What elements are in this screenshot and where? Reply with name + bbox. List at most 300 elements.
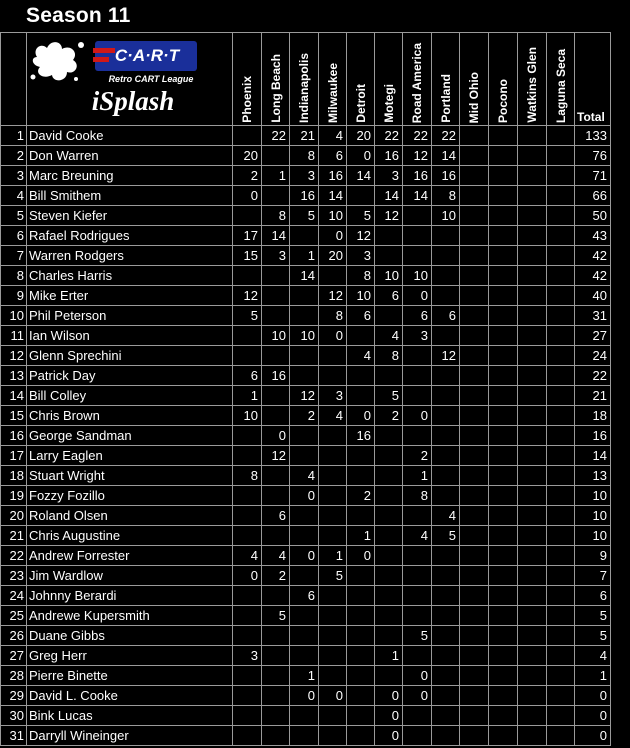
points-cell: 0: [403, 286, 432, 306]
points-cell: [432, 446, 460, 466]
points-cell: [290, 286, 319, 306]
driver-name: Charles Harris: [27, 266, 233, 286]
points-cell: [262, 526, 290, 546]
points-cell: 1: [290, 666, 319, 686]
points-cell: [518, 226, 547, 246]
rank-cell: 10: [1, 306, 27, 326]
points-cell: [518, 266, 547, 286]
points-cell: [290, 606, 319, 626]
points-cell: [375, 526, 403, 546]
race-header: [290, 33, 319, 126]
points-cell: 10: [432, 206, 460, 226]
rank-cell: 27: [1, 646, 27, 666]
total-cell: 5: [575, 606, 611, 626]
isplash-logo: [29, 37, 221, 117]
points-cell: [489, 186, 518, 206]
points-cell: 0: [319, 226, 347, 246]
points-cell: [547, 706, 575, 726]
table-row: [1, 626, 611, 646]
points-cell: 3: [403, 326, 432, 346]
points-cell: [518, 326, 547, 346]
points-cell: 16: [262, 366, 290, 386]
points-cell: 0: [262, 426, 290, 446]
points-cell: 12: [432, 346, 460, 366]
rank-cell: 14: [1, 386, 27, 406]
rank-cell: 31: [1, 726, 27, 746]
points-cell: [518, 466, 547, 486]
points-cell: 12: [233, 286, 262, 306]
driver-name: Bill Smithem: [27, 186, 233, 206]
total-cell: 71: [575, 166, 611, 186]
points-cell: [489, 246, 518, 266]
points-cell: [460, 566, 489, 586]
points-cell: [518, 446, 547, 466]
points-cell: [375, 606, 403, 626]
points-cell: [432, 246, 460, 266]
points-cell: [432, 726, 460, 746]
points-cell: [375, 226, 403, 246]
points-cell: [489, 706, 518, 726]
rank-cell: 17: [1, 446, 27, 466]
points-cell: 6: [290, 586, 319, 606]
points-cell: [403, 206, 432, 226]
points-cell: [347, 446, 375, 466]
race-label: Long Beach: [268, 54, 283, 123]
points-cell: [489, 126, 518, 146]
driver-name: Bink Lucas: [27, 706, 233, 726]
points-cell: [290, 726, 319, 746]
points-cell: 6: [403, 306, 432, 326]
table-row: [1, 146, 611, 166]
points-cell: [547, 446, 575, 466]
points-cell: 1: [347, 526, 375, 546]
points-cell: 10: [375, 266, 403, 286]
points-cell: [403, 386, 432, 406]
driver-name: Stuart Wright: [27, 466, 233, 486]
points-cell: [547, 386, 575, 406]
points-cell: [432, 606, 460, 626]
points-cell: [547, 566, 575, 586]
total-cell: 10: [575, 526, 611, 546]
points-cell: 20: [233, 146, 262, 166]
driver-name: Johnny Berardi: [27, 586, 233, 606]
table-row: [1, 286, 611, 306]
points-cell: [460, 706, 489, 726]
rank-cell: 23: [1, 566, 27, 586]
points-cell: [460, 406, 489, 426]
table-row: [1, 326, 611, 346]
points-cell: [319, 526, 347, 546]
points-cell: [347, 186, 375, 206]
points-cell: [290, 306, 319, 326]
points-cell: [460, 626, 489, 646]
points-cell: [489, 606, 518, 626]
total-cell: 27: [575, 326, 611, 346]
driver-name: Chris Brown: [27, 406, 233, 426]
points-cell: [233, 346, 262, 366]
points-cell: [233, 206, 262, 226]
points-cell: [233, 326, 262, 346]
points-cell: [547, 686, 575, 706]
total-cell: 18: [575, 406, 611, 426]
points-cell: 0: [375, 726, 403, 746]
points-cell: [518, 146, 547, 166]
points-cell: [403, 706, 432, 726]
race-header: [518, 33, 547, 126]
total-cell: 31: [575, 306, 611, 326]
points-cell: [347, 386, 375, 406]
race-label: Motegi: [381, 84, 396, 123]
points-cell: [518, 366, 547, 386]
points-cell: [547, 606, 575, 626]
points-cell: 6: [432, 306, 460, 326]
points-cell: 16: [432, 166, 460, 186]
total-cell: 40: [575, 286, 611, 306]
table-row: [1, 166, 611, 186]
points-cell: [460, 226, 489, 246]
points-cell: [233, 586, 262, 606]
rank-cell: 12: [1, 346, 27, 366]
points-cell: [547, 546, 575, 566]
points-cell: [347, 726, 375, 746]
logo-cell: [27, 33, 233, 126]
points-cell: 6: [375, 286, 403, 306]
points-cell: [262, 666, 290, 686]
points-cell: 12: [262, 446, 290, 466]
race-label: Pocono: [496, 79, 510, 123]
points-cell: [233, 666, 262, 686]
points-cell: 14: [403, 186, 432, 206]
points-cell: [347, 366, 375, 386]
points-cell: [233, 446, 262, 466]
driver-name: Greg Herr: [27, 646, 233, 666]
points-cell: [460, 666, 489, 686]
points-cell: 3: [347, 246, 375, 266]
points-cell: [489, 306, 518, 326]
points-cell: [460, 286, 489, 306]
driver-name: Andrew Forrester: [27, 546, 233, 566]
points-cell: [375, 306, 403, 326]
points-cell: [518, 666, 547, 686]
points-cell: 14: [375, 186, 403, 206]
points-cell: [403, 586, 432, 606]
points-cell: [233, 686, 262, 706]
points-cell: [460, 546, 489, 566]
points-cell: [432, 326, 460, 346]
points-cell: [262, 346, 290, 366]
driver-name: Warren Rodgers: [27, 246, 233, 266]
points-cell: [432, 466, 460, 486]
points-cell: [432, 286, 460, 306]
race-header: [432, 33, 460, 126]
rank-cell: 18: [1, 466, 27, 486]
points-cell: 2: [233, 166, 262, 186]
race-header: [347, 33, 375, 126]
points-cell: 0: [319, 326, 347, 346]
driver-name: Chris Augustine: [27, 526, 233, 546]
table-row: [1, 546, 611, 566]
points-cell: [547, 326, 575, 346]
points-cell: [460, 346, 489, 366]
points-cell: 8: [347, 266, 375, 286]
total-cell: 14: [575, 446, 611, 466]
points-cell: 8: [290, 146, 319, 166]
race-label: Mid Ohio: [467, 71, 481, 123]
points-cell: [375, 506, 403, 526]
race-label: Portland: [438, 74, 453, 123]
race-label: Road America: [410, 42, 424, 123]
points-cell: [262, 626, 290, 646]
points-cell: 0: [319, 686, 347, 706]
race-header: [233, 33, 262, 126]
total-cell: 5: [575, 626, 611, 646]
points-cell: [319, 506, 347, 526]
points-cell: 14: [432, 146, 460, 166]
points-cell: 3: [290, 166, 319, 186]
points-cell: [547, 406, 575, 426]
points-cell: 15: [233, 246, 262, 266]
driver-name: David Cooke: [27, 126, 233, 146]
rank-cell: 9: [1, 286, 27, 306]
points-cell: [233, 486, 262, 506]
points-cell: [489, 566, 518, 586]
table-row: [1, 646, 611, 666]
points-cell: [489, 406, 518, 426]
points-cell: [233, 706, 262, 726]
logo-subtitle-text: Retro CART League: [108, 74, 194, 84]
driver-name: Phil Peterson: [27, 306, 233, 326]
points-cell: 3: [319, 386, 347, 406]
points-cell: 16: [319, 166, 347, 186]
points-cell: [290, 506, 319, 526]
points-cell: 10: [403, 266, 432, 286]
points-cell: [547, 626, 575, 646]
points-cell: [233, 526, 262, 546]
points-cell: 2: [262, 566, 290, 586]
table-row: [1, 606, 611, 626]
race-header: [460, 33, 489, 126]
points-cell: [518, 286, 547, 306]
points-cell: [432, 566, 460, 586]
points-cell: [290, 366, 319, 386]
points-cell: [489, 346, 518, 366]
standings-table: [0, 32, 611, 746]
rank-header: [1, 33, 27, 126]
points-cell: [347, 626, 375, 646]
total-cell: 24: [575, 346, 611, 366]
points-cell: [403, 426, 432, 446]
points-cell: 20: [319, 246, 347, 266]
rank-cell: 22: [1, 546, 27, 566]
points-cell: 10: [262, 326, 290, 346]
points-cell: [518, 186, 547, 206]
total-cell: 6: [575, 586, 611, 606]
points-cell: [375, 586, 403, 606]
points-cell: 14: [319, 186, 347, 206]
points-cell: [233, 606, 262, 626]
points-cell: 14: [262, 226, 290, 246]
points-cell: 6: [347, 306, 375, 326]
points-cell: [460, 426, 489, 446]
points-cell: [489, 146, 518, 166]
table-row: [1, 686, 611, 706]
points-cell: 1: [262, 166, 290, 186]
points-cell: [547, 226, 575, 246]
points-cell: [262, 706, 290, 726]
points-cell: [262, 686, 290, 706]
race-label: Milwaukee: [325, 62, 340, 123]
points-cell: [432, 366, 460, 386]
points-cell: [460, 366, 489, 386]
driver-name: Larry Eaglen: [27, 446, 233, 466]
points-cell: [375, 546, 403, 566]
points-cell: [518, 606, 547, 626]
points-cell: 1: [319, 546, 347, 566]
total-cell: 9: [575, 546, 611, 566]
points-cell: [460, 686, 489, 706]
points-cell: [460, 586, 489, 606]
points-cell: [489, 446, 518, 466]
points-cell: 8: [432, 186, 460, 206]
points-cell: [290, 226, 319, 246]
points-cell: [518, 126, 547, 146]
points-cell: [233, 126, 262, 146]
driver-name: Andrewe Kupersmith: [27, 606, 233, 626]
rank-cell: 5: [1, 206, 27, 226]
points-cell: [547, 206, 575, 226]
points-cell: [547, 586, 575, 606]
table-row: [1, 566, 611, 586]
points-cell: [432, 706, 460, 726]
rank-cell: 2: [1, 146, 27, 166]
driver-name: Fozzy Fozillo: [27, 486, 233, 506]
points-cell: [403, 606, 432, 626]
points-cell: 10: [319, 206, 347, 226]
points-cell: 3: [262, 246, 290, 266]
points-cell: [460, 126, 489, 146]
total-cell: 13: [575, 466, 611, 486]
points-cell: [518, 726, 547, 746]
points-cell: [262, 646, 290, 666]
points-cell: [319, 646, 347, 666]
logo-brand-text: C·A·R·T: [114, 46, 180, 65]
race-label: Watkins Glen: [525, 47, 539, 123]
points-cell: [347, 706, 375, 726]
points-cell: [403, 566, 432, 586]
points-cell: 20: [347, 126, 375, 146]
rank-cell: 13: [1, 366, 27, 386]
rank-cell: 3: [1, 166, 27, 186]
points-cell: 6: [233, 366, 262, 386]
driver-name: Glenn Sprechini: [27, 346, 233, 366]
points-cell: [319, 626, 347, 646]
points-cell: [460, 726, 489, 746]
points-cell: 10: [347, 286, 375, 306]
points-cell: [262, 386, 290, 406]
points-cell: [518, 406, 547, 426]
points-cell: 5: [375, 386, 403, 406]
rank-cell: 16: [1, 426, 27, 446]
points-cell: 4: [432, 506, 460, 526]
points-cell: [432, 226, 460, 246]
points-cell: [460, 526, 489, 546]
rank-cell: 4: [1, 186, 27, 206]
points-cell: 14: [347, 166, 375, 186]
points-cell: [518, 386, 547, 406]
points-cell: [432, 486, 460, 506]
points-cell: 16: [375, 146, 403, 166]
total-cell: 10: [575, 506, 611, 526]
driver-name: Marc Breuning: [27, 166, 233, 186]
rank-cell: 11: [1, 326, 27, 346]
points-cell: [403, 506, 432, 526]
points-cell: [518, 706, 547, 726]
points-cell: [262, 286, 290, 306]
season-title: Season 11: [26, 4, 131, 27]
points-cell: 4: [262, 546, 290, 566]
points-cell: [547, 346, 575, 366]
total-cell: 133: [575, 126, 611, 146]
points-cell: [489, 586, 518, 606]
points-cell: [547, 306, 575, 326]
points-cell: 5: [319, 566, 347, 586]
points-cell: [460, 606, 489, 626]
table-row: [1, 726, 611, 746]
points-cell: [518, 306, 547, 326]
points-cell: 1: [375, 646, 403, 666]
points-cell: [432, 646, 460, 666]
points-cell: [432, 406, 460, 426]
rank-cell: 26: [1, 626, 27, 646]
points-cell: [489, 226, 518, 246]
points-cell: [460, 206, 489, 226]
race-header: [262, 33, 290, 126]
points-cell: [262, 466, 290, 486]
points-cell: 4: [319, 406, 347, 426]
points-cell: 4: [347, 346, 375, 366]
points-cell: [233, 506, 262, 526]
points-cell: [290, 426, 319, 446]
race-label: Detroit: [353, 84, 368, 123]
points-cell: [403, 726, 432, 746]
driver-name: Rafael Rodrigues: [27, 226, 233, 246]
table-row: [1, 186, 611, 206]
points-cell: 0: [375, 706, 403, 726]
points-cell: [319, 466, 347, 486]
total-cell: 7: [575, 566, 611, 586]
points-cell: 10: [290, 326, 319, 346]
points-cell: 3: [233, 646, 262, 666]
points-cell: [489, 366, 518, 386]
total-cell: 43: [575, 226, 611, 246]
table-row: [1, 526, 611, 546]
points-cell: [518, 206, 547, 226]
points-cell: [290, 706, 319, 726]
points-cell: [547, 466, 575, 486]
points-cell: [460, 306, 489, 326]
points-cell: 16: [347, 426, 375, 446]
points-cell: 8: [375, 346, 403, 366]
points-cell: [547, 526, 575, 546]
points-cell: 12: [290, 386, 319, 406]
total-cell: 50: [575, 206, 611, 226]
points-cell: [432, 686, 460, 706]
points-cell: [432, 266, 460, 286]
points-cell: [375, 466, 403, 486]
table-row: [1, 586, 611, 606]
points-cell: 0: [347, 406, 375, 426]
points-cell: [489, 646, 518, 666]
